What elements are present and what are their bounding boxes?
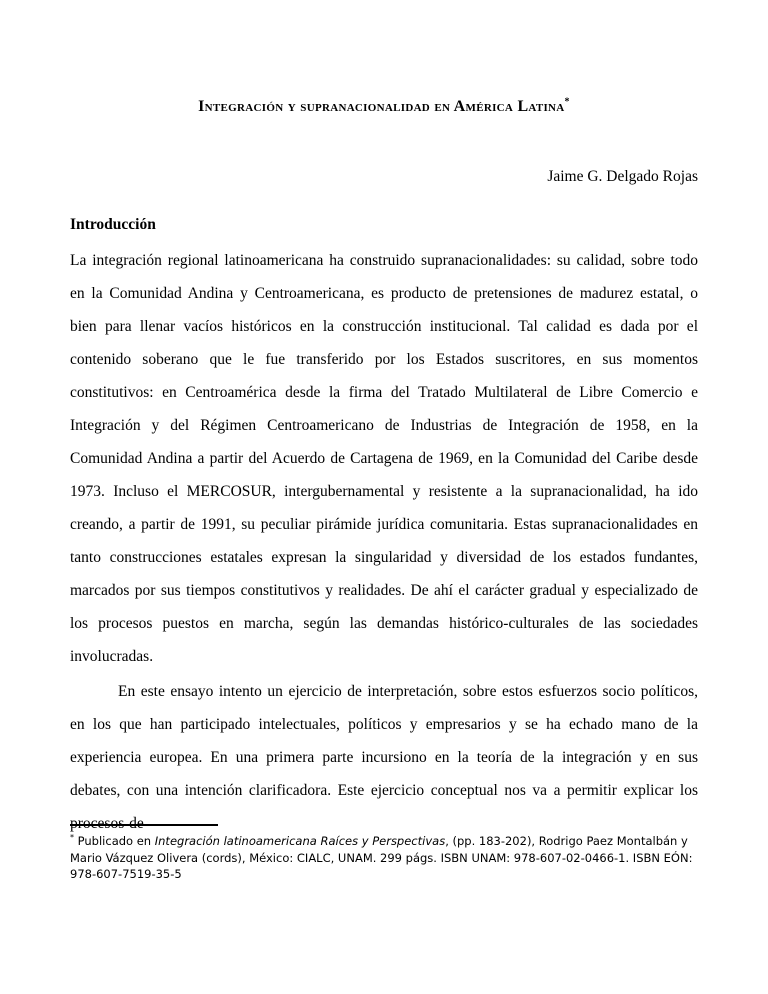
footnote-marker: * [70, 833, 74, 843]
body-paragraph-2: En este ensayo intento un ejercicio de interpretación, sobre estos esfuerzos socio políticos, en los que han participado intelectuales, políticos y empresarios y se ha echado mano de la experiencia europea. En una primera parte incursiono en la teoría de la integración y en sus debates, con una intención clarificadora. Este ejercicio conceptual nos va a permitir explicar los procesos de [70, 683, 698, 832]
title-footnote-marker: * [564, 96, 570, 108]
footnote-text-before-title: Publicado en [74, 834, 155, 848]
author-name: Jaime G. Delgado Rojas [547, 168, 698, 185]
page-title [70, 97, 698, 117]
footnote-text-after-title: , (pp. 183-202), Rodrigo Paez Montalbán y Mario Vázquez Olivera (cords), México: CIALC, UNAM. 299 págs. ISBN UNAM: 978-607-02-0466-1. ISBN EÓN: 978-607-7519-35-5 [70, 834, 693, 881]
section-heading: Introducción [70, 216, 156, 233]
footnote-text [70, 833, 698, 883]
footnote-separator-rule [70, 824, 218, 826]
footnote-book-title: Integración latinoamericana Raíces y Perspectivas [154, 834, 446, 848]
footnote-area [70, 824, 698, 883]
page-title-text: Integración y supranacionalidad en América Latina [198, 98, 565, 115]
body-paragraph-1: La integración regional latinoamericana ha construido supranacionalidades: su calidad, sobre todo en la Comunidad Andina y Centroamericana, es producto de pretensiones de madurez estatal, o bien para llenar vacíos históricos en la construcción institucional. Tal calidad es dada por el contenido soberano que le fue transferido por los Estados suscritores, en sus momentos constitutivos: en Centroamérica desde la firma del Tratado Multilateral de Libre Comercio e Integración y del Régimen Centroamericano de Industrias de Integración de 1958, en la Comunidad Andina a partir del Acuerdo de Cartagena de 1969, en la Comunidad del Caribe desde 1973. Incluso el MERCOSUR, intergubernamental y resistente a la supranacionalidad, ha ido creando, a partir de 1991, su peculiar pirámide jurídica comunitaria. Estas supranacionalidades en tanto construcciones estatales expresan la singularidad y diversidad de los estados fundantes, marcados por sus tiempos constitutivos y realidades. De ahí el carácter gradual y especializado de los procesos puestos en marcha, según las demandas histórico-culturales de las sociedades involucradas. [70, 252, 698, 665]
